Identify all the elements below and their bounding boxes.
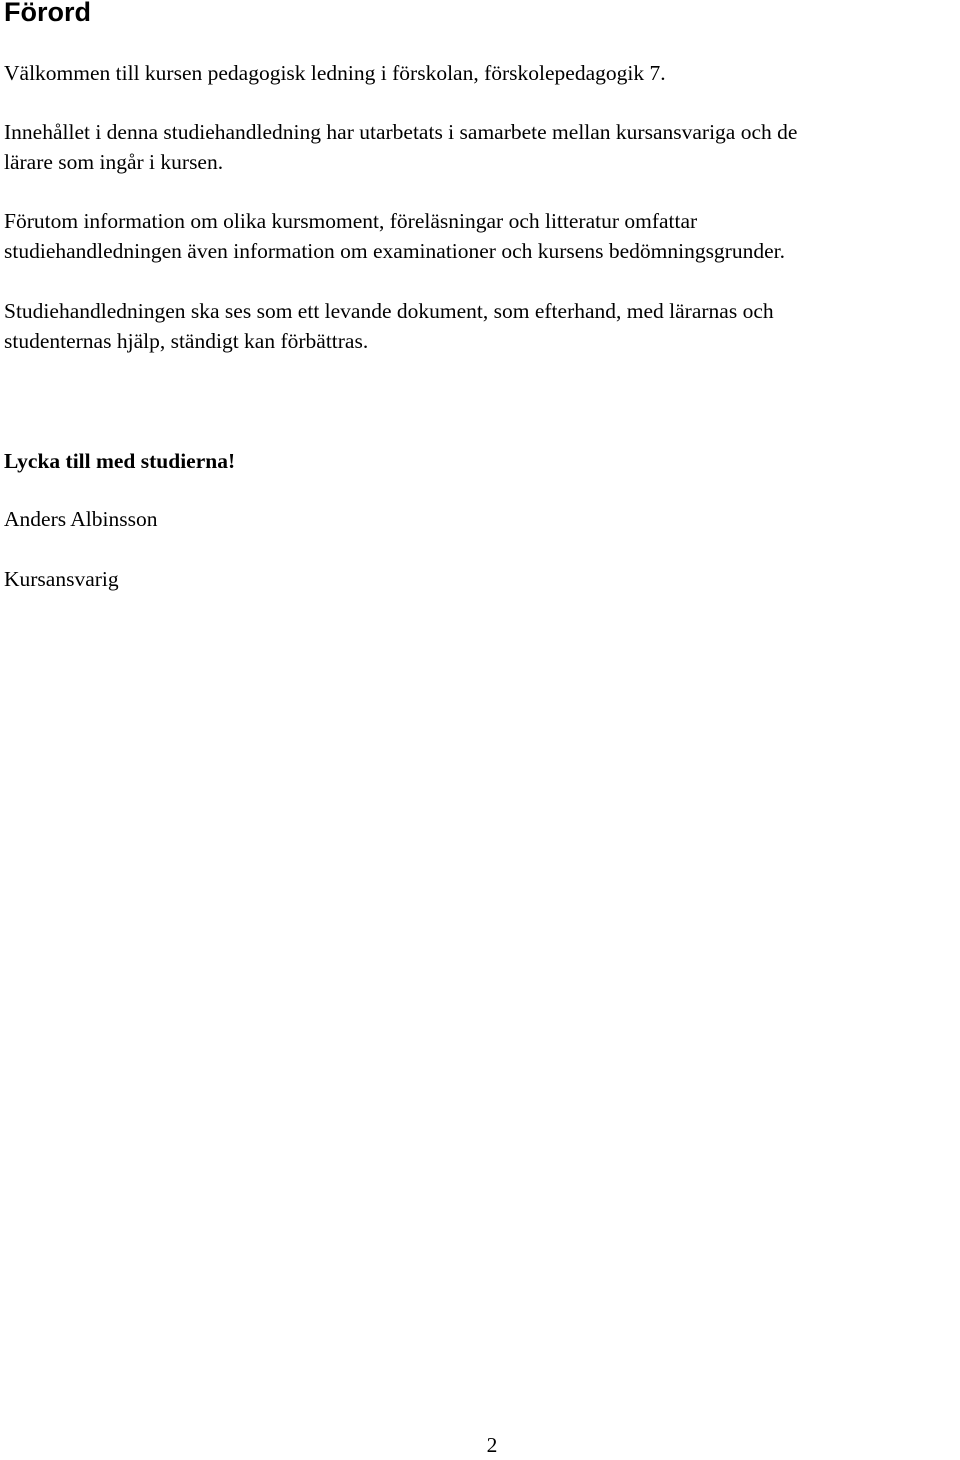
paragraph-line: Studiehandledningen ska ses som ett levande dokument, som efterhand, med lärarnas och bbox=[4, 299, 774, 323]
welcome-paragraph bbox=[4, 58, 960, 88]
paragraph-line: Välkommen till kursen pedagogisk ledning i förskolan, förskolepedagogik 7. bbox=[4, 61, 666, 85]
closing-greeting bbox=[4, 446, 960, 476]
paragraph-line: Förutom information om olika kursmoment, föreläsningar och litteratur omfattar bbox=[4, 209, 698, 233]
closing-text: Lycka till med studierna! bbox=[4, 449, 236, 473]
page-number: 2 bbox=[486, 1433, 498, 1457]
collaboration-paragraph bbox=[4, 117, 960, 177]
paragraph-line: Innehållet i denna studiehandledning har utarbetats i samarbete mellan kursansvariga och de bbox=[4, 120, 798, 144]
signature-role bbox=[4, 564, 960, 594]
living-document-paragraph bbox=[4, 296, 960, 356]
signature-role-text: Kursansvarig bbox=[4, 567, 119, 591]
signature-name-text: Anders Albinsson bbox=[4, 507, 158, 531]
signature-name bbox=[4, 504, 960, 534]
paragraph-line: studiehandledningen även information om examinationer och kursens bedömningsgrunder. bbox=[4, 239, 785, 263]
paragraph-line: lärare som ingår i kursen. bbox=[4, 150, 224, 174]
content-paragraph bbox=[4, 206, 960, 266]
paragraph-line: studenternas hjälp, ständigt kan förbättras. bbox=[4, 329, 369, 353]
page-title: Förord bbox=[4, 0, 91, 27]
